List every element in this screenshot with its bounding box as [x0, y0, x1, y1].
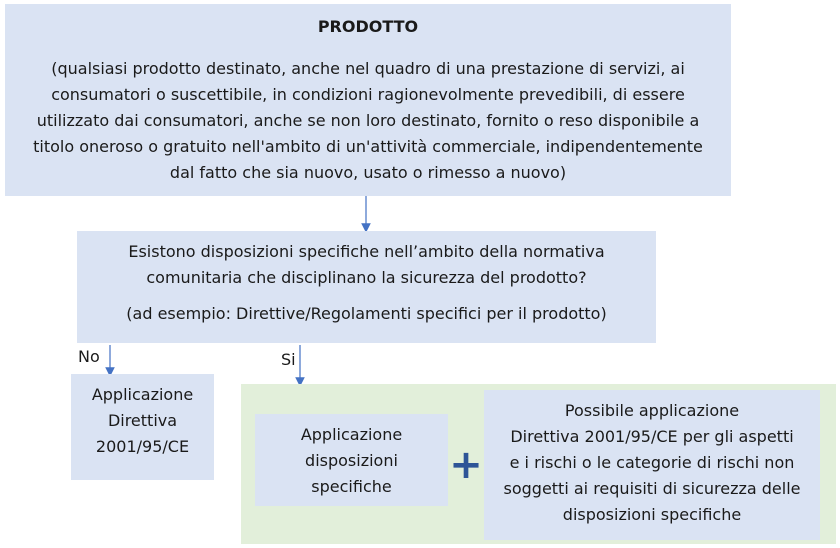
specific-provisions-line: Applicazione	[300, 425, 403, 444]
no-result-box	[71, 374, 214, 480]
question-line: comunitaria che disciplinano la sicurezza del prodotto?	[146, 268, 587, 287]
question-box	[77, 231, 656, 343]
specific-provisions-box	[255, 414, 448, 506]
possible-application-line: e i rischi o le categorie di rischi non	[509, 453, 795, 472]
possible-application-line: disposizioni specifiche	[562, 505, 742, 524]
no-result-line: Direttiva	[107, 411, 178, 430]
product-definition-line: dal fatto che sia nuovo, usato o rimesso a nuovo)	[169, 163, 567, 182]
product-definition-line: consumatori o suscettibile, in condizioni ragionevolmente prevedibili, di essere	[51, 85, 685, 104]
possible-application-line: Direttiva 2001/95/CE per gli aspetti	[510, 427, 794, 446]
product-definition-line: (qualsiasi prodotto destinato, anche nel quadro di una prestazione di servizi, ai	[51, 59, 685, 78]
product-box	[5, 4, 731, 196]
possible-application-line: soggetti ai requisiti di sicurezza delle	[503, 479, 801, 498]
product-definition-line: utilizzato dai consumatori, anche se non loro destinato, fornito o reso disponibile a	[36, 111, 700, 130]
yes-branch-label: Si	[281, 350, 296, 369]
specific-provisions-line: disposizioni	[305, 451, 398, 470]
possible-application-box	[484, 390, 820, 540]
no-branch-label: No	[78, 347, 100, 366]
plus-icon: +	[449, 442, 483, 488]
question-line: Esistono disposizioni specifiche nell’ambito della normativa	[128, 242, 605, 261]
specific-provisions-line: specifiche	[311, 477, 392, 496]
product-definition-line: titolo oneroso o gratuito nell'ambito di un'attività commerciale, indipendentemente	[33, 137, 703, 156]
product-title: PRODOTTO	[317, 17, 419, 36]
no-result-line: Applicazione	[91, 385, 194, 404]
question-example: (ad esempio: Direttive/Regolamenti specifici per il prodotto)	[126, 304, 607, 323]
possible-application-line: Possibile applicazione	[564, 401, 740, 420]
no-result-line: 2001/95/CE	[95, 437, 190, 456]
